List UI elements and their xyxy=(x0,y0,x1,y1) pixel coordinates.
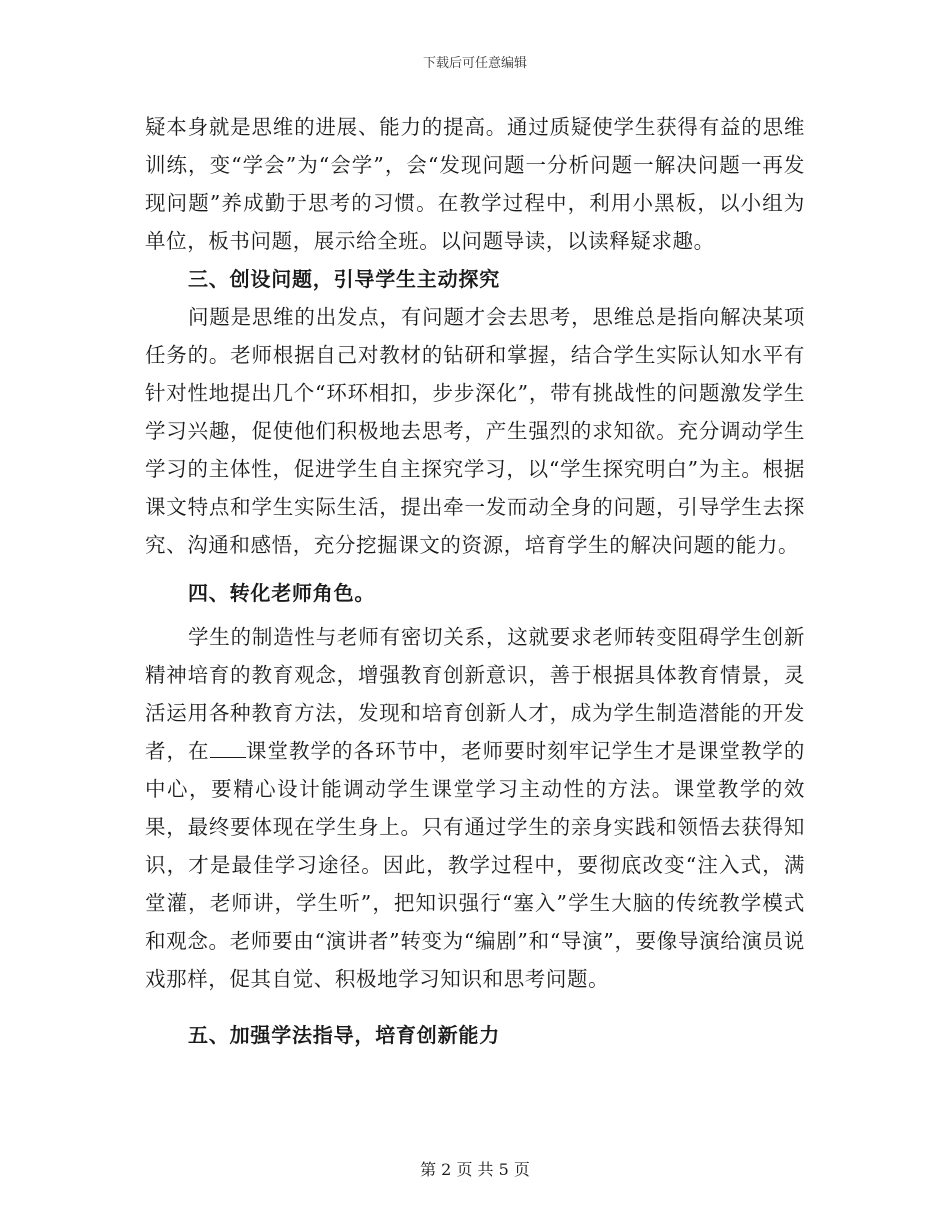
paragraph-section-4-part-b: 课堂教学的各环节中，老师要时刻牢记学生才是课堂教学的中心，要精心设计能调动学生课堂学习主动性的方法。课堂教学的效果，最终要体现在学生身上。只有通过学生的亲身实践和领悟去获得知识，才是最佳学习途径。因此，教学过程中，要彻底改变“注入式，满堂灌，老师讲，学生听”，把知识强行“塞入”学生大脑的传统教学模式和观念。老师要由“演讲者”转变为“编剧”和“导演”，要像导演给演员说戏那样，促其自觉、积极地学习知识和思考问题。 xyxy=(145,739,805,991)
paragraph-section-4 xyxy=(145,618,805,998)
paragraph-section-3: 问题是思维的出发点，有问题才会去思考，思维总是指向解决某项任务的。老师根据自己对教材的钻研和掌握，结合学生实际认知水平有针对性地提出几个“环环相扣，步步深化”，带有挑战性的问题激发学生学习兴趣，促使他们积极地去思考，产生强烈的求知欲。充分调动学生学习的主体性，促进学生自主探究学习，以“学生探究明白”为主。根据课文特点和学生实际生活，提出牵一发而动全身的问题，引导学生去探究、沟通和感悟，充分挖掘课文的资源，培育学生的解决问题的能力。 xyxy=(145,305,805,557)
paragraph-section-4-part-a: 学生的制造性与老师有密切关系，这就要求老师转变阻碍学生创新精神培育的教育观念，增强教育创新意识，善于根据具体教育情景，灵活运用各种教育方法，发现和培育创新人才，成为学生制造潜能的开发者，在 xyxy=(145,625,805,763)
fill-in-blank xyxy=(210,737,246,758)
paragraph-continued: 疑本身就是思维的进展、能力的提高。通过质疑使学生获得有益的思维训练，变“学会”为“会学”，会“发现问题一分析问题一解决问题一再发现问题”养成勤于思考的习惯。在教学过程中，利用小黑板，以小组为单位，板书问题，展示给全班。以问题导读，以读释疑求趣。 xyxy=(145,115,805,253)
section-heading-5: 五、加强学法指导，培育创新能力 xyxy=(188,1023,500,1047)
section-heading-3: 三、创设问题，引导学生主动探究 xyxy=(188,267,500,291)
document-body xyxy=(145,108,805,1054)
page-number: 第 2 页 共 5 页 xyxy=(420,1160,530,1179)
section-heading-4: 四、转化老师角色。 xyxy=(188,581,376,605)
page-header: 下载后可任意编辑 xyxy=(422,56,527,71)
